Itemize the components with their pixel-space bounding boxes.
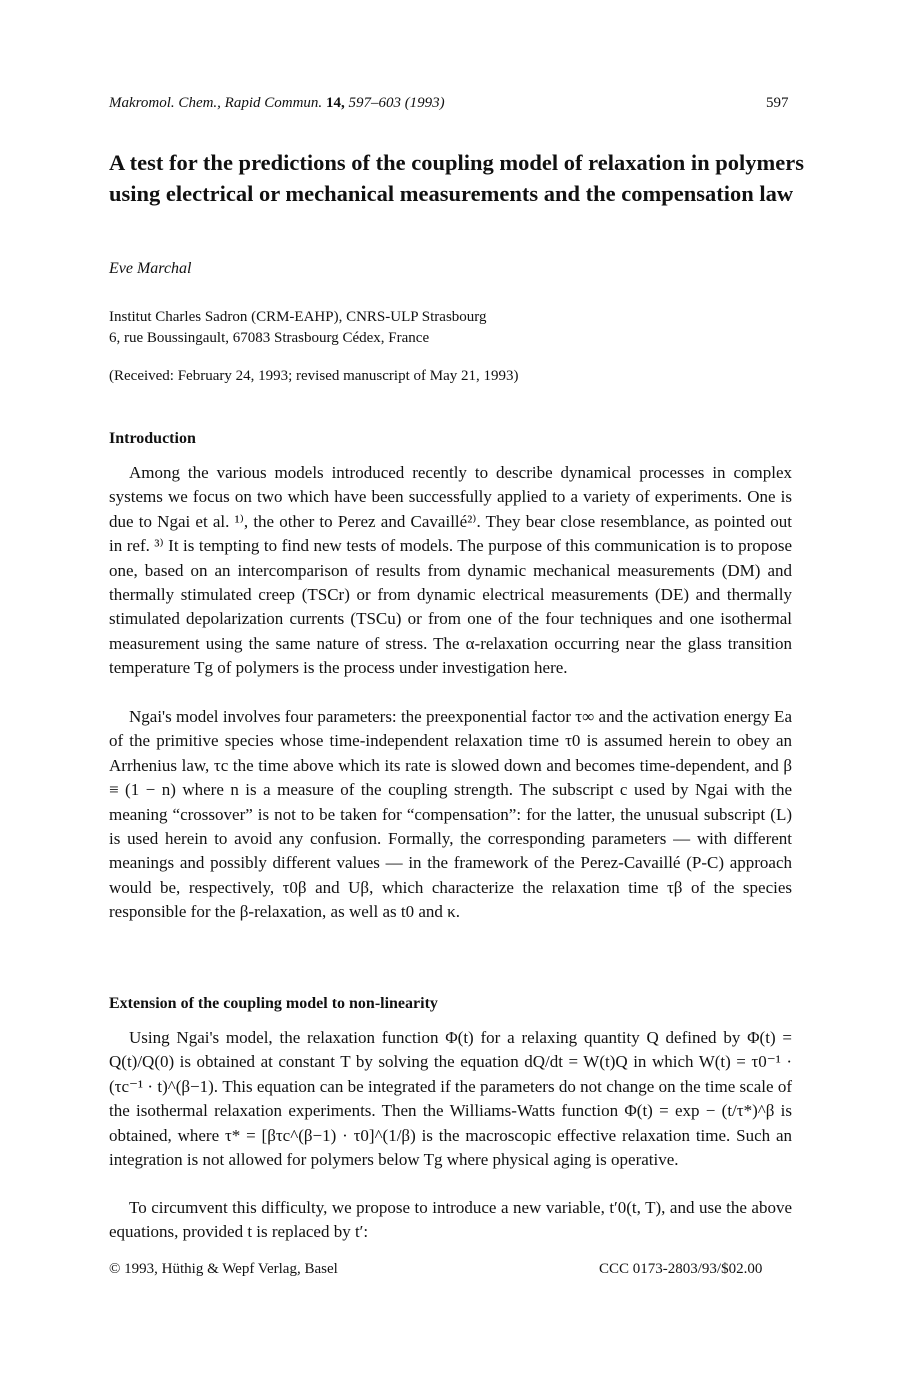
introduction-paragraph-1: Among the various models introduced recently to describe dynamical processes in complex systems we focus on two which have been successfully applied to a variety of experiments. One is due to Ngai et al. ¹⁾, the other to Perez and Cavaillé²⁾. They bear close resemblance, as pointed out in ref. ³⁾ It is tempting to find new tests of models. The purpose of this communication is to propose one, based on an intercomparison of results from dynamic mechanical measurements (DM) and thermally stimulated creep (TSCr) or from dynamic electrical measurements (DE) and thermally stimulated depolarization currents (TSCu) or from one of the four techniques and one isothermal measurement using the same nature of stress. The α-relaxation occurring near the glass transition temperature Tg of polymers is the process under investigation here. <box>109 463 792 678</box>
affiliation <box>109 307 487 349</box>
introduction-paragraph-2: Ngai's model involves four parameters: the preexponential factor τ∞ and the activation energy Ea of the primitive species whose time-independent relaxation time τ0 is assumed herein to obey an Arrhenius law, τc the time above which its rate is slowed down and becomes time-dependent, and β ≡ (1 − n) where n is a measure of the coupling strength. The subscript c used by Ngai with the meaning “crossover” is not to be taken for “compensation”: for the latter, the unusual subscript (L) is used herein to avoid any confusion. Formally, the corresponding parameters — with different meanings and possibly different values — in the framework of the Perez-Cavaillé (P-C) approach would be, respectively, τ0β and Uβ, which characterize the relaxation time τβ of the species responsible for the β-relaxation, as well as t0 and κ. <box>109 707 792 922</box>
extension-paragraph-1: Using Ngai's model, the relaxation function Φ(t) for a relaxing quantity Q defined by Φ(t) = Q(t)/Q(0) is obtained at constant T by solving the equation dQ/dt = W(t)Q in which W(t) = τ0⁻¹ · (τc⁻¹ · t)^(β−1). This equation can be integrated if the parameters do not change on the time scale of the isothermal relaxation experiments. Then the Williams-Watts function Φ(t) = exp − (t/τ*)^β is obtained, where τ* = [βτc^(β−1) · τ0]^(1/β) is the macroscopic effective relaxation time. Such an integration is not allowed for polymers below Tg where physical aging is operative. <box>109 1028 792 1170</box>
article-title: A test for the predictions of the coupling model of relaxation in polymers using electrical or mechanical measurements and the compensation law <box>109 150 804 206</box>
journal-name: Makromol. Chem., Rapid Commun. <box>109 95 323 111</box>
received-dates: (Received: February 24, 1993; revised manuscript of May 21, 1993) <box>109 368 519 384</box>
section-heading-introduction: Introduction <box>109 430 196 447</box>
running-header-journal <box>109 95 445 112</box>
journal-pages-year: 597–603 (1993) <box>348 95 445 111</box>
journal-volume: 14, <box>325 95 345 111</box>
page-number: 597 <box>766 95 789 111</box>
affiliation-line-1: Institut Charles Sadron (CRM-EAHP), CNRS-ULP Strasbourg <box>109 309 487 325</box>
affiliation-line-2: 6, rue Boussingault, 67083 Strasbourg Cédex, France <box>109 330 430 346</box>
ccc-code: CCC 0173-2803/93/$02.00 <box>599 1261 763 1277</box>
section-heading-extension: Extension of the coupling model to non-linearity <box>109 995 438 1012</box>
author-name: Eve Marchal <box>109 260 192 277</box>
extension-paragraph-2: To circumvent this difficulty, we propose to introduce a new variable, t′0(t, T), and use the above equations, provided t is replaced by t′: <box>109 1198 792 1242</box>
copyright-notice: © 1993, Hüthig & Wepf Verlag, Basel <box>109 1261 338 1277</box>
